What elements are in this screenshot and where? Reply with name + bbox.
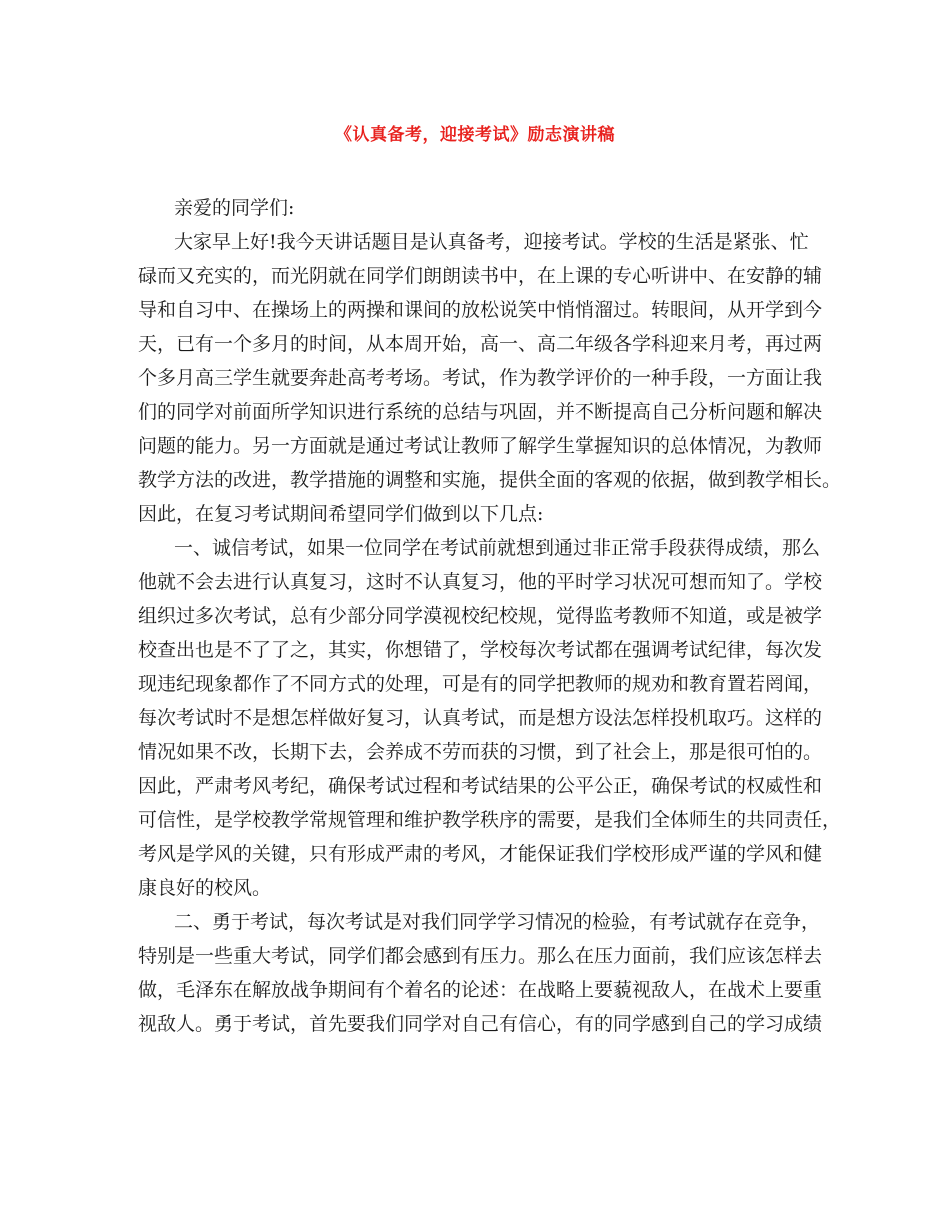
document-title: 《认真备考，迎接考试》励志演讲稿 — [335, 125, 615, 145]
text-line: 因此，严肃考风考纪，确保考试过程和考试结果的公平公正，确保考试的权威性和 — [138, 775, 823, 797]
text-line: 导和自习中、在操场上的两操和课间的放松说笑中悄悄溜过。转眼间，从开学到今 — [138, 299, 823, 321]
text-line: 现违纪现象都作了不同方式的处理，可是有的同学把教师的规劝和教育置若罔闻， — [138, 673, 823, 695]
text-line: 教学方法的改进，教学措施的调整和实施，提供全面的客观的依据，做到教学相长。 — [138, 469, 842, 491]
text-line: 大家早上好!我今天讲话题目是认真备考，迎接考试。学校的生活是紧张、忙 — [174, 231, 809, 253]
text-line: 校查出也是不了了之，其实，你想错了，学校每次考试都在强调考试纪律，每次发 — [138, 639, 823, 661]
text-line: 亲爱的同学们: — [174, 197, 295, 219]
text-line: 一、诚信考试，如果一位同学在考试前就想到通过非正常手段获得成绩，那么 — [174, 537, 821, 559]
text-line: 个多月高三学生就要奔赴高考考场。考试，作为教学评价的一种手段，一方面让我 — [138, 367, 823, 389]
text-line: 考风是学风的关键，只有形成严肃的考风，才能保证我们学校形成严谨的学风和健 — [138, 843, 823, 865]
text-line: 碌而又充实的，而光阴就在同学们朗朗读书中，在上课的专心听讲中、在安静的辅 — [138, 265, 823, 287]
text-line: 特别是一些重大考试，同学们都会感到有压力。那么在压力面前，我们应该怎样去 — [138, 945, 823, 967]
text-line: 组织过多次考试，总有少部分同学漠视校纪校规，觉得监考教师不知道，或是被学 — [138, 605, 823, 627]
text-line: 康良好的校风。 — [138, 877, 272, 899]
text-line: 每次考试时不是想怎样做好复习，认真考试，而是想方设法怎样投机取巧。这样的 — [138, 707, 823, 729]
text-line: 视敌人。勇于考试，首先要我们同学对自己有信心，有的同学感到自己的学习成绩 — [138, 1013, 823, 1035]
text-line: 情况如果不改，长期下去，会养成不劳而获的习惯，到了社会上，那是很可怕的。 — [138, 741, 823, 763]
text-line: 他就不会去进行认真复习，这时不认真复习，他的平时学习状况可想而知了。学校 — [138, 571, 823, 593]
text-line: 们的同学对前面所学知识进行系统的总结与巩固，并不断提高自己分析问题和解决 — [138, 401, 823, 423]
text-line: 天，已有一个多月的时间，从本周开始，高一、高二年级各学科迎来月考，再过两 — [138, 333, 823, 355]
text-line: 问题的能力。另一方面就是通过考试让教师了解学生掌握知识的总体情况，为教师 — [138, 435, 823, 457]
text-line: 做，毛泽东在解放战争期间有个着名的论述：在战略上要藐视敌人，在战术上要重 — [138, 979, 823, 1001]
text-line: 因此，在复习考试期间希望同学们做到以下几点: — [138, 503, 544, 525]
text-line: 二、勇于考试，每次考试是对我们同学学习情况的检验，有考试就存在竞争， — [174, 911, 821, 933]
text-line: 可信性，是学校教学常规管理和维护教学秩序的需要，是我们全体师生的共同责任， — [138, 809, 842, 831]
